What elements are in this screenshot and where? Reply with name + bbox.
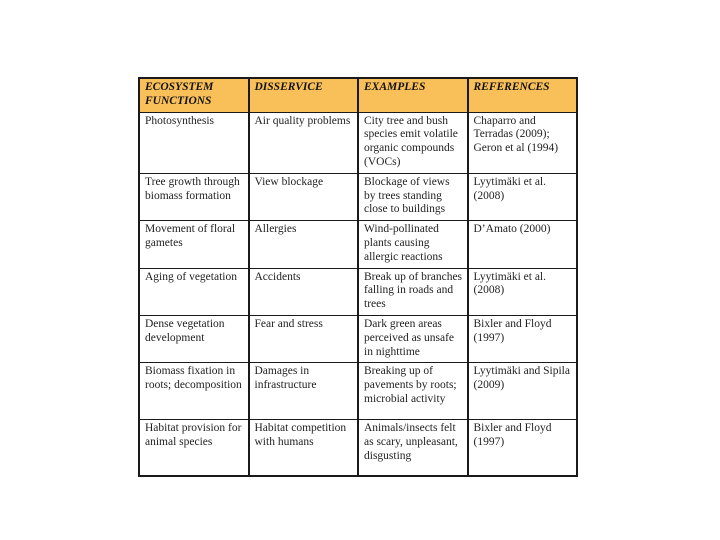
column-header-references: REFERENCES	[468, 78, 578, 112]
header-row	[139, 78, 577, 112]
table-row	[139, 112, 577, 173]
cell-references: Bixler and Floyd (1997)	[468, 420, 578, 476]
cell-examples: Dark green areas perceived as unsafe in nighttime	[358, 315, 468, 362]
cell-examples: Animals/insects felt as scary, unpleasant, disgusting	[358, 420, 468, 476]
column-header-ecosystem-functions: ECOSYSTEM FUNCTIONS	[139, 78, 249, 112]
cell-examples: Wind-pollinated plants causing allergic reactions	[358, 221, 468, 268]
table-row	[139, 420, 577, 476]
cell-ecosystem-function: Aging of vegetation	[139, 268, 249, 315]
cell-references: Lyytimäki and Sipila (2009)	[468, 363, 578, 420]
cell-references: Lyytimäki et al. (2008)	[468, 268, 578, 315]
cell-examples: City tree and bush species emit volatile organic compounds (VOCs)	[358, 112, 468, 173]
cell-references: D’Amato (2000)	[468, 221, 578, 268]
table-row	[139, 173, 577, 220]
cell-examples: Break up of branches falling in roads and trees	[358, 268, 468, 315]
cell-disservice: Accidents	[249, 268, 359, 315]
ecosystem-disservices-table-container	[138, 77, 578, 477]
cell-disservice: View blockage	[249, 173, 359, 220]
cell-references: Bixler and Floyd (1997)	[468, 315, 578, 362]
column-header-examples: EXAMPLES	[358, 78, 468, 112]
cell-disservice: Air quality problems	[249, 112, 359, 173]
cell-references: Lyytimäki et al. (2008)	[468, 173, 578, 220]
table-row	[139, 363, 577, 420]
cell-references: Chaparro and Terradas (2009); Geron et al (1994)	[468, 112, 578, 173]
column-header-disservice: DISSERVICE	[249, 78, 359, 112]
cell-ecosystem-function: Biomass fixation in roots; decomposition	[139, 363, 249, 420]
cell-examples: Blockage of views by trees standing close to buildings	[358, 173, 468, 220]
table-row	[139, 315, 577, 362]
cell-ecosystem-function: Dense vegetation development	[139, 315, 249, 362]
cell-ecosystem-function: Movement of floral gametes	[139, 221, 249, 268]
cell-disservice: Allergies	[249, 221, 359, 268]
cell-ecosystem-function: Habitat provision for animal species	[139, 420, 249, 476]
table-row	[139, 268, 577, 315]
cell-disservice: Habitat competition with humans	[249, 420, 359, 476]
table-row	[139, 221, 577, 268]
cell-examples: Breaking up of pavements by roots; microbial activity	[358, 363, 468, 420]
cell-ecosystem-function: Tree growth through biomass formation	[139, 173, 249, 220]
ecosystem-disservices-table	[138, 77, 578, 477]
cell-ecosystem-function: Photosynthesis	[139, 112, 249, 173]
cell-disservice: Fear and stress	[249, 315, 359, 362]
cell-disservice: Damages in infrastructure	[249, 363, 359, 420]
